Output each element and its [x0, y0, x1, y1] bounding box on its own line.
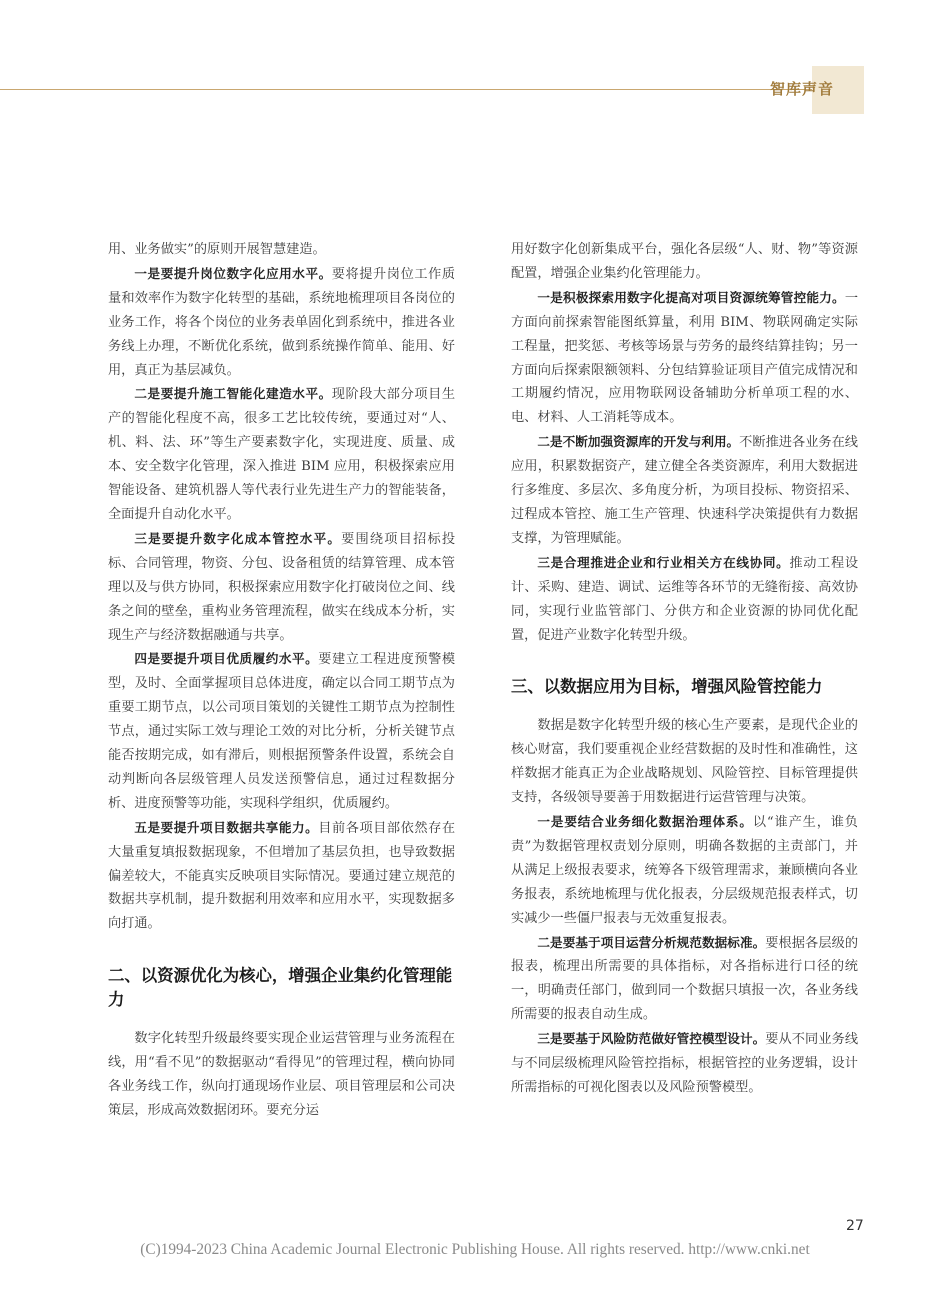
paragraph-lead: 四是要提升项目优质履约水平。 — [134, 651, 319, 667]
paragraph: 用好数字化创新集成平台，强化各层级“人、财、物”等资源配置，增强企业集约化管理能力。 — [511, 242, 858, 281]
paragraph — [108, 262, 455, 383]
paragraph-lead: 一是要提升岗位数字化应用水平。 — [134, 265, 332, 281]
paragraph — [511, 810, 858, 931]
paragraph-lead: 三是合理推进企业和行业相关方在线协同。 — [537, 554, 790, 570]
paragraph — [108, 816, 455, 937]
section-heading: 三、以数据应用为目标，增强风险管控能力 — [511, 677, 823, 697]
left-column — [108, 238, 455, 1123]
paragraph-lead: 二是不断加强资源库的开发与利用。 — [537, 434, 740, 450]
paragraph — [108, 647, 455, 815]
paragraph-body: 不断推进各业务在线应用，积累数据资产，建立健全各类资源库，利用大数据进行多维度、多层次、多角度分析，为项目投标、物资招采、过程成本管控、施工生产管理、快速科学决策提供有力数据支撑，为管理赋能。 — [511, 435, 858, 546]
paragraph-lead: 五是要提升项目数据共享能力。 — [134, 819, 319, 835]
paragraph: 数据是数字化转型升级的核心生产要素，是现代企业的核心财富，我们要重视企业经营数据的及时性和准确性，这样数据才能真正为企业战略规划、风险管控、目标管理提供支持，各级领导要善于用数据进行运营管理与决策。 — [511, 718, 858, 806]
paragraph-body: 要根据各层级的报表，梳理出所需要的具体指标，对各指标进行口径的统一，明确责任部门，做到同一个数据只填报一次，各业务线所需要的报表自动生成。 — [511, 935, 859, 1023]
paragraph — [511, 1027, 858, 1100]
paragraph-body: 要从不同业务线与不同层级梳理风险管控指标，根据管控的业务逻辑，设计所需指标的可视化图表以及风险预警模型。 — [511, 1032, 859, 1095]
paragraph-lead: 一是积极探索用数字化提高对项目资源统筹管控能力。 — [537, 289, 845, 305]
paragraph — [511, 286, 858, 430]
paragraph: 用、业务做实”的原则开展智慧建造。 — [108, 242, 326, 257]
paragraph-body: 要围绕项目招标投标、合同管理，物资、分包、设备租赁的结算管理、成本管理以及与供方协同，积极探索应用数字化打破岗位之间、线条之间的壁垒，重构业务管理流程，做实在线成本分析，实现生产与经济数据融通与共享。 — [108, 531, 456, 643]
paragraph-lead: 一是要结合业务细化数据治理体系。 — [537, 814, 753, 830]
header-rule — [0, 89, 812, 90]
paragraph-body: 推动工程设计、采购、建造、调试、运维等各环节的无缝衔接、高效协同，实现行业监管部门、分供方和企业资源的协同优化配置，促进产业数字化转型升级。 — [511, 555, 859, 643]
paragraph-lead: 二是要提升施工智能化建造水平。 — [134, 386, 332, 402]
paragraph — [108, 382, 455, 526]
page-number: 27 — [846, 1218, 864, 1234]
right-column — [511, 238, 858, 1100]
paragraph-body: 以“谁产生，谁负责”为数据管理权责划分原则，明确各数据的主责部门，并从满足上级报表要求，统筹各下级管理需求，兼顾横向各业务报表，系统地梳理与优化报表，分层级规范报表样式，切实减少一些僵尸报表与无效重复报表。 — [511, 815, 858, 926]
paragraph — [108, 527, 455, 648]
paragraph — [511, 430, 858, 551]
paragraph: 数字化转型升级最终要实现企业运营管理与业务流程在线，用“看不见”的数据驱动“看得见”的管理过程，横向协同各业务线工作，纵向打通现场作业层、项目管理层和公司决策层，形成高效数据闭环。要充分运 — [108, 1031, 455, 1118]
paragraph — [511, 931, 858, 1028]
paragraph-body: 要将提升岗位工作质量和效率作为数字化转型的基础，系统地梳理项目各岗位的业务工作，将各个岗位的业务表单固化到系统中，推进各业务线上办理，不断优化系统，做到系统操作简单、能用、好用，真正为基层减负。 — [108, 266, 456, 378]
paragraph-lead: 三是要提升数字化成本管控水平。 — [134, 530, 342, 546]
paragraph-body: 一方面向前探索智能图纸算量，利用 BIM、物联网确定实际工程量，把奖惩、考核等场景与劳务的最终结算挂钩；另一方面向后探索限额领料、分包结算验证项目产值完成情况和工期履约情况，应用物联网设备辅助分析单项工程的水、电、材料、人工消耗等成本。 — [511, 290, 858, 426]
paragraph-body: 现阶段大部分项目生产的智能化程度不高，很多工艺比较传统，要通过对“人、机、料、法、环”等生产要素数字化，实现进度、质量、成本、安全数字化管理，深入推进 BIM 应用，积极探索应用智能设备、建筑机器人等代表行业先进生产力的智能装备，全面提升自动化水平。 — [108, 387, 456, 522]
paragraph-body: 要建立工程进度预警模型，及时、全面掌握项目总体进度，确定以合同工期节点为重要工期节点，以公司项目策划的关键性工期节点为控制性节点，通过实际工效与理论工效的对比分析，分析关键节点能否按期完成，如有滞后，则根据预警条件设置，系统会自动判断向各层级管理人员发送预警信息，通过过程数据分析、进度预警等功能，实现科学组织，优质履约。 — [108, 652, 456, 811]
section-label: 智库声音 — [770, 80, 835, 98]
paragraph — [511, 551, 858, 648]
paragraph-lead: 二是要基于项目运营分析规范数据标准。 — [537, 934, 766, 950]
copyright-notice: (C)1994-2023 China Academic Journal Electronic Publishing House. All rights reserved. http://www.cnki.net — [140, 1241, 810, 1258]
paragraph-lead: 三是要基于风险防范做好管控模型设计。 — [537, 1031, 766, 1047]
paragraph-body: 目前各项目部依然存在大量重复填报数据现象，不但增加了基层负担，也导致数据偏差较大，不能真实反映项目实际情况。要通过建立规范的数据共享机制，提升数据利用效率和应用水平，实现数据多向打通。 — [108, 820, 456, 932]
section-heading: 二、以资源优化为核心，增强企业集约化管理能力 — [108, 966, 453, 1010]
